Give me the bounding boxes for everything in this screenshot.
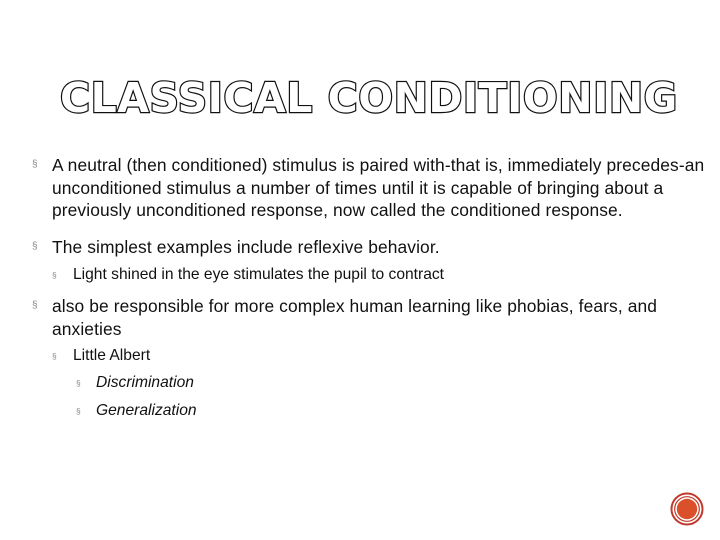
- sub-bullet-text: Light shined in the eye stimulates the pupil to contract: [73, 266, 445, 283]
- bullet-marker-icon: §: [52, 270, 57, 280]
- sub-bullet-item-little-albert: [52, 346, 712, 366]
- sub-sub-bullet-item-discrimination: [76, 373, 712, 393]
- bullet-text: A neutral (then conditioned) stimulus is paired with-that is, immediately precedes-an unconditioned stimulus a number of times until it is capable of bringing about a previously unconditioned response, now called the conditioned response.: [52, 155, 705, 220]
- bullet-marker-icon: §: [76, 406, 81, 416]
- sub-sub-bullet-text: Discrimination: [96, 374, 194, 391]
- sub-bullet-item-light: [52, 265, 712, 285]
- bullet-marker-icon: §: [32, 159, 38, 170]
- sub-bullet-text: Little Albert: [73, 347, 151, 364]
- bullet-text: also be responsible for more complex human learning like phobias, fears, and anxieties: [52, 296, 658, 339]
- bullet-marker-icon: §: [52, 351, 57, 361]
- bullet-text: The simplest examples include reflexive behavior.: [52, 236, 440, 257]
- sub-sub-bullet-item-generalization: [76, 401, 712, 421]
- circular-badge-icon: [670, 492, 704, 526]
- badge-fill: [677, 499, 697, 519]
- bullet-item-examples: [32, 236, 712, 259]
- bullet-marker-icon: §: [76, 378, 81, 388]
- bullet-marker-icon: §: [32, 240, 38, 252]
- slide-title: CLASSICAL CONDITIONING: [60, 74, 678, 122]
- bullet-item-complex-learning: [32, 295, 712, 340]
- sub-sub-bullet-text: Generalization: [96, 402, 197, 419]
- bullet-list: [32, 154, 712, 421]
- bullet-marker-icon: §: [32, 300, 38, 311]
- bullet-item-definition: [32, 154, 712, 222]
